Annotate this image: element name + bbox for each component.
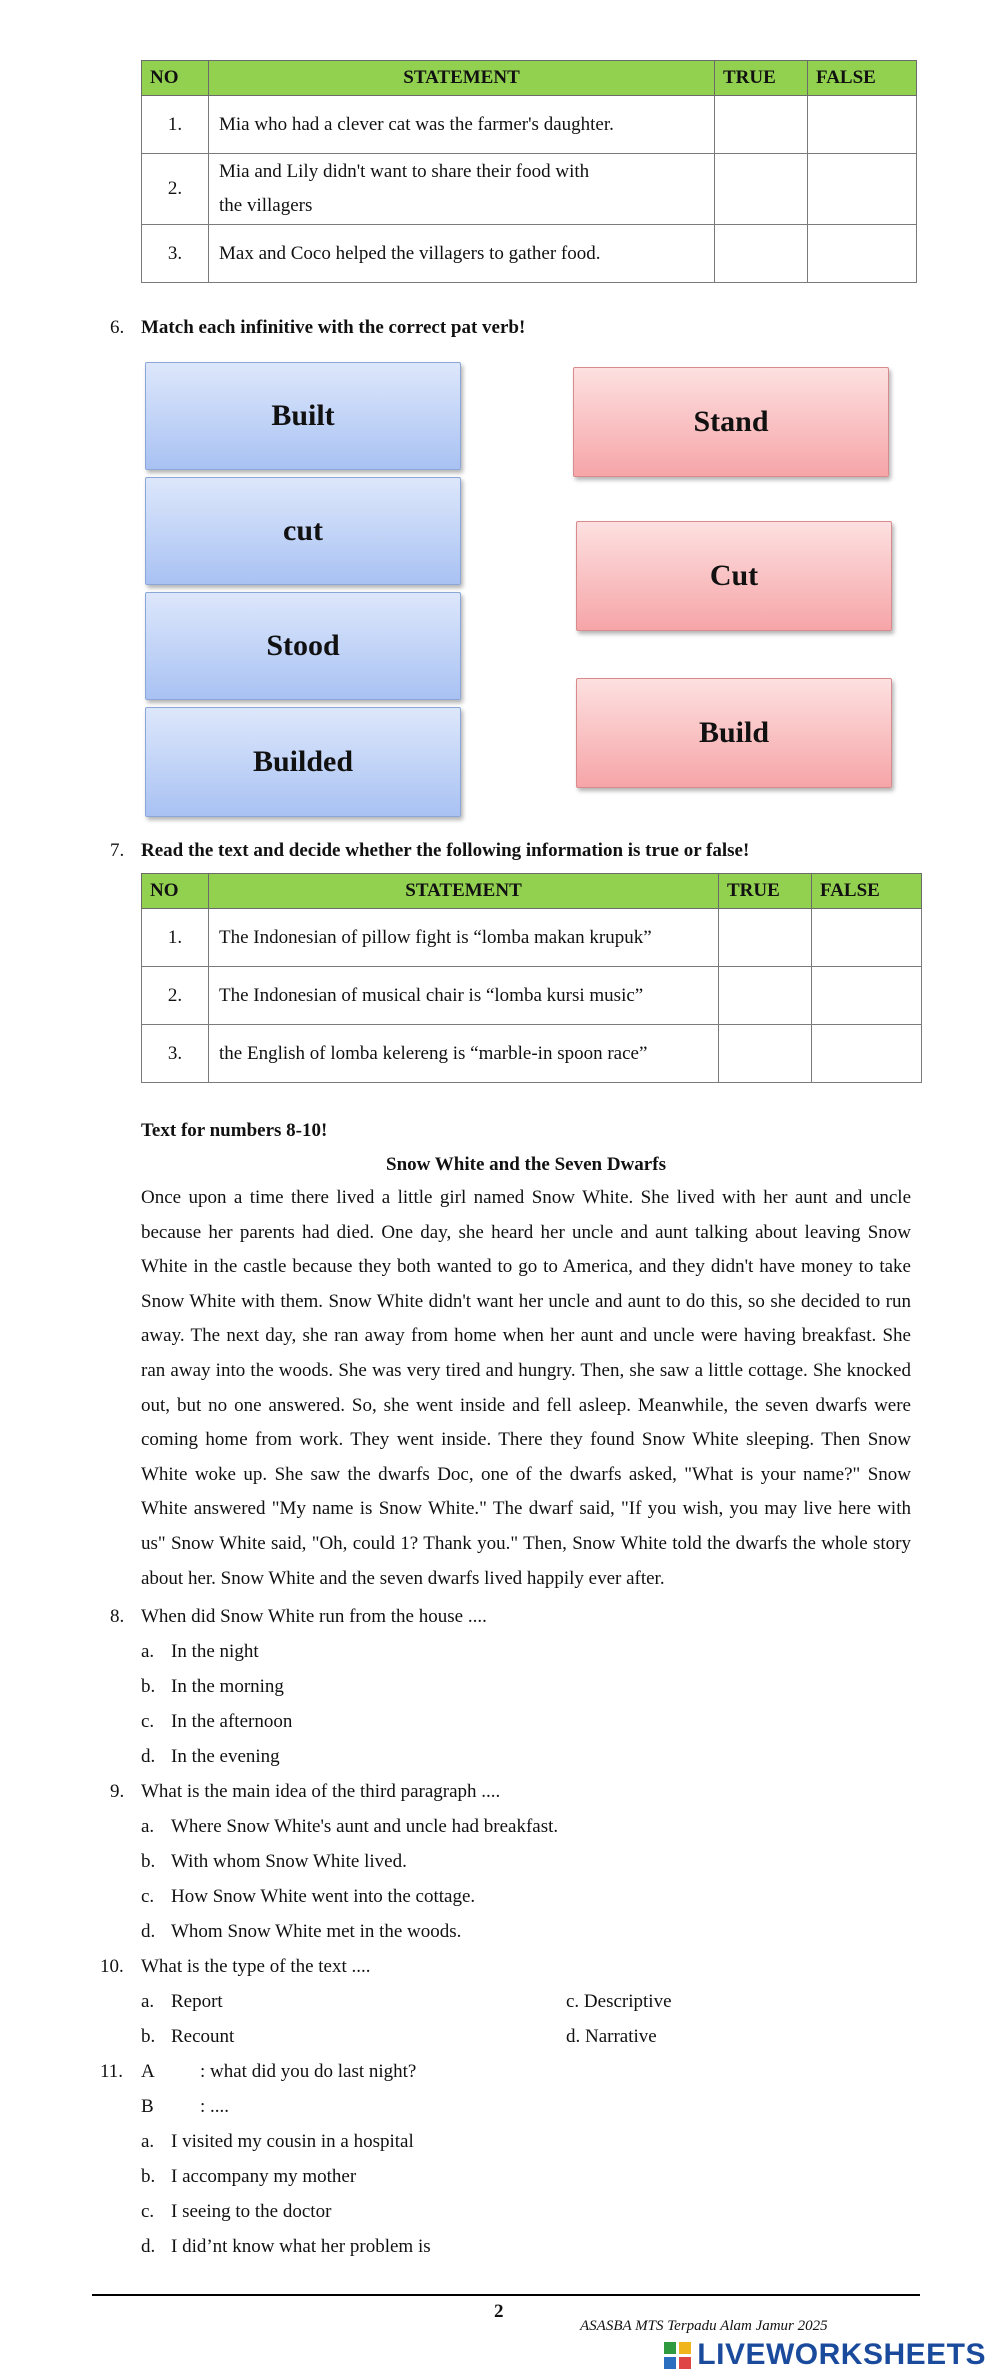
option-text: I visited my cousin in a hospital	[171, 2131, 414, 2152]
option-10c[interactable]	[566, 1991, 672, 2013]
option-text: d. Narrative	[566, 2026, 657, 2047]
option-letter: b.	[141, 2026, 156, 2047]
row-statement: The Indonesian of pillow fight is “lomba makan krupuk”	[209, 909, 719, 967]
option-11b[interactable]	[141, 2166, 356, 2188]
option-letter: a.	[141, 1816, 155, 1837]
question-9-text: What is the main idea of the third paragraph ....	[141, 1781, 501, 1802]
question-10-text: What is the type of the text ....	[141, 1956, 371, 1977]
option-letter: c.	[141, 2201, 155, 2222]
option-letter: d.	[141, 1746, 156, 1767]
option-text: How Snow White went into the cottage.	[171, 1886, 476, 1907]
option-8c[interactable]	[141, 1711, 292, 1733]
question-6-number: 6.	[110, 317, 125, 338]
option-text: In the morning	[171, 1676, 284, 1697]
false-cell[interactable]	[808, 96, 917, 154]
option-text: I accompany my mother	[171, 2166, 357, 2187]
dialogue-speaker-b: B	[141, 2096, 154, 2117]
match-box-stand[interactable]: Stand	[573, 367, 889, 477]
option-11d[interactable]	[141, 2236, 431, 2258]
row-number: 1.	[142, 909, 209, 967]
logo-square	[664, 2357, 676, 2369]
table-row	[142, 967, 922, 1025]
option-9d[interactable]	[141, 1921, 461, 1943]
row-statement: The Indonesian of musical chair is “lomba kursi music”	[209, 967, 719, 1025]
row-statement: Mia who had a clever cat was the farmer's daughter.	[209, 96, 715, 154]
true-cell[interactable]	[715, 154, 808, 225]
row-number: 1.	[142, 96, 209, 154]
option-11a[interactable]	[141, 2131, 414, 2153]
reading-intro: Text for numbers 8-10!	[141, 1120, 328, 1141]
true-false-table-2	[141, 873, 922, 1083]
false-cell[interactable]	[808, 225, 917, 283]
footer-divider	[92, 2294, 920, 2296]
option-8d[interactable]	[141, 1746, 280, 1768]
header-false: FALSE	[812, 874, 922, 909]
liveworksheets-logo	[664, 2338, 986, 2372]
option-letter: b.	[141, 1851, 156, 1872]
option-letter: a.	[141, 2131, 155, 2152]
question-9-number: 9.	[110, 1781, 125, 1802]
table-row	[142, 96, 917, 154]
header-no: NO	[142, 61, 209, 96]
option-letter: b.	[141, 2166, 156, 2187]
false-cell[interactable]	[808, 154, 917, 225]
true-cell[interactable]	[719, 967, 812, 1025]
row-number: 3.	[142, 1025, 209, 1083]
table-row	[142, 154, 917, 225]
table-header-row	[142, 61, 917, 96]
true-cell[interactable]	[715, 96, 808, 154]
option-10b[interactable]	[141, 2026, 234, 2048]
option-letter: a.	[141, 1641, 155, 1662]
row-number: 3.	[142, 225, 209, 283]
row-statement-line: the villagers	[219, 195, 313, 216]
match-box-cut-verb[interactable]: Cut	[576, 521, 892, 631]
question-8-number: 8.	[110, 1606, 125, 1627]
option-9b[interactable]	[141, 1851, 407, 1873]
header-false: FALSE	[808, 61, 917, 96]
option-letter: d.	[141, 2236, 156, 2257]
question-7-number: 7.	[110, 840, 125, 861]
option-text: Report	[171, 1991, 223, 2012]
option-11c[interactable]	[141, 2201, 331, 2223]
match-box-built[interactable]: Built	[145, 362, 461, 470]
question-8-text: When did Snow White run from the house ....	[141, 1606, 487, 1627]
row-statement-line: Mia and Lily didn't want to share their food with	[219, 161, 590, 182]
option-10d[interactable]	[566, 2026, 657, 2048]
school-footer: ASASBA MTS Terpadu Alam Jamur 2025	[580, 2318, 828, 2334]
option-8b[interactable]	[141, 1676, 284, 1698]
match-box-cut[interactable]: cut	[145, 477, 461, 585]
liveworksheets-brand: LIVEWORKSHEETS	[697, 2338, 986, 2371]
logo-square	[679, 2357, 691, 2369]
option-10a[interactable]	[141, 1991, 223, 2013]
option-text: In the evening	[171, 1746, 280, 1767]
dialogue-line-b: : ....	[200, 2096, 230, 2117]
true-false-table-1	[141, 60, 917, 283]
option-letter: c.	[141, 1711, 155, 1732]
option-text: In the night	[171, 1641, 259, 1662]
option-letter: c.	[141, 1886, 155, 1907]
option-letter: b.	[141, 1676, 156, 1697]
option-text: Recount	[171, 2026, 235, 2047]
option-text: I did’nt know what her problem is	[171, 2236, 431, 2257]
row-statement	[209, 154, 715, 225]
question-6-text: Match each infinitive with the correct pat verb!	[141, 317, 526, 338]
question-7-text: Read the text and decide whether the following information is true or false!	[141, 840, 750, 861]
option-9c[interactable]	[141, 1886, 475, 1908]
option-letter: a.	[141, 1991, 155, 2012]
option-text: With whom Snow White lived.	[171, 1851, 407, 1872]
option-text: Where Snow White's aunt and uncle had breakfast.	[171, 1816, 559, 1837]
false-cell[interactable]	[812, 967, 922, 1025]
dialogue-speaker-a: A	[141, 2061, 155, 2082]
option-8a[interactable]	[141, 1641, 259, 1663]
reading-title: Snow White and the Seven Dwarfs	[386, 1154, 666, 1175]
match-box-build[interactable]: Build	[576, 678, 892, 788]
row-statement: Max and Coco helped the villagers to gather food.	[209, 225, 715, 283]
match-box-builded[interactable]: Builded	[145, 707, 461, 817]
true-cell[interactable]	[715, 225, 808, 283]
option-text: c. Descriptive	[566, 1991, 672, 2012]
logo-square	[664, 2342, 676, 2354]
question-10-number: 10.	[100, 1956, 124, 1977]
true-cell[interactable]	[719, 1025, 812, 1083]
true-cell[interactable]	[719, 909, 812, 967]
liveworksheets-grid-icon	[664, 2342, 691, 2369]
false-cell[interactable]	[812, 1025, 922, 1083]
option-text: I seeing to the doctor	[171, 2201, 332, 2222]
reading-body: Once upon a time there lived a little girl named Snow White. She lived with her aunt and uncle because her parents had died. One day, she heard her uncle and aunt talking about leaving Snow White in the castle because they both wanted to go to America, and they didn't have money to take Snow White with them. Snow White didn't want her uncle and aunt to do this, so she decided to run away. The next day, she ran away from home when her aunt and uncle were having breakfast. She ran away into the woods. She was very tired and hungry. Then, she saw a little cottage. She knocked out, but no one answered. So, she went inside and fell asleep. Meanwhile, the seven dwarfs were coming home from work. They went inside. There they found Snow White sleeping. Then Snow White woke up. She saw the dwarfs Doc, one of the dwarfs asked, "What is your name?" Snow White answered "My name is Snow White." The dwarf said, "If you wish, you may live here with us" Snow White said, "Oh, could 1? Thank you." Then, Snow White told the dwarfs the whole story about her. Snow White and the seven dwarfs lived happily ever after.	[141, 1187, 911, 1589]
header-true: TRUE	[715, 61, 808, 96]
false-cell[interactable]	[812, 909, 922, 967]
row-number: 2.	[142, 154, 209, 225]
header-statement: STATEMENT	[209, 61, 715, 96]
table-row	[142, 225, 917, 283]
dialogue-line-a: : what did you do last night?	[200, 2061, 417, 2082]
row-statement: the English of lomba kelereng is “marble-in spoon race”	[209, 1025, 719, 1083]
row-number: 2.	[142, 967, 209, 1025]
header-true: TRUE	[719, 874, 812, 909]
option-9a[interactable]	[141, 1816, 558, 1838]
match-box-stood[interactable]: Stood	[145, 592, 461, 700]
header-no: NO	[142, 874, 209, 909]
option-text: In the afternoon	[171, 1711, 293, 1732]
header-statement: STATEMENT	[209, 874, 719, 909]
page-number: 2	[494, 2301, 504, 2322]
option-text: Whom Snow White met in the woods.	[171, 1921, 462, 1942]
table-row	[142, 909, 922, 967]
logo-square	[679, 2342, 691, 2354]
table-row	[142, 1025, 922, 1083]
option-letter: d.	[141, 1921, 156, 1942]
question-11-number: 11.	[100, 2061, 124, 2082]
table-header-row	[142, 874, 922, 909]
